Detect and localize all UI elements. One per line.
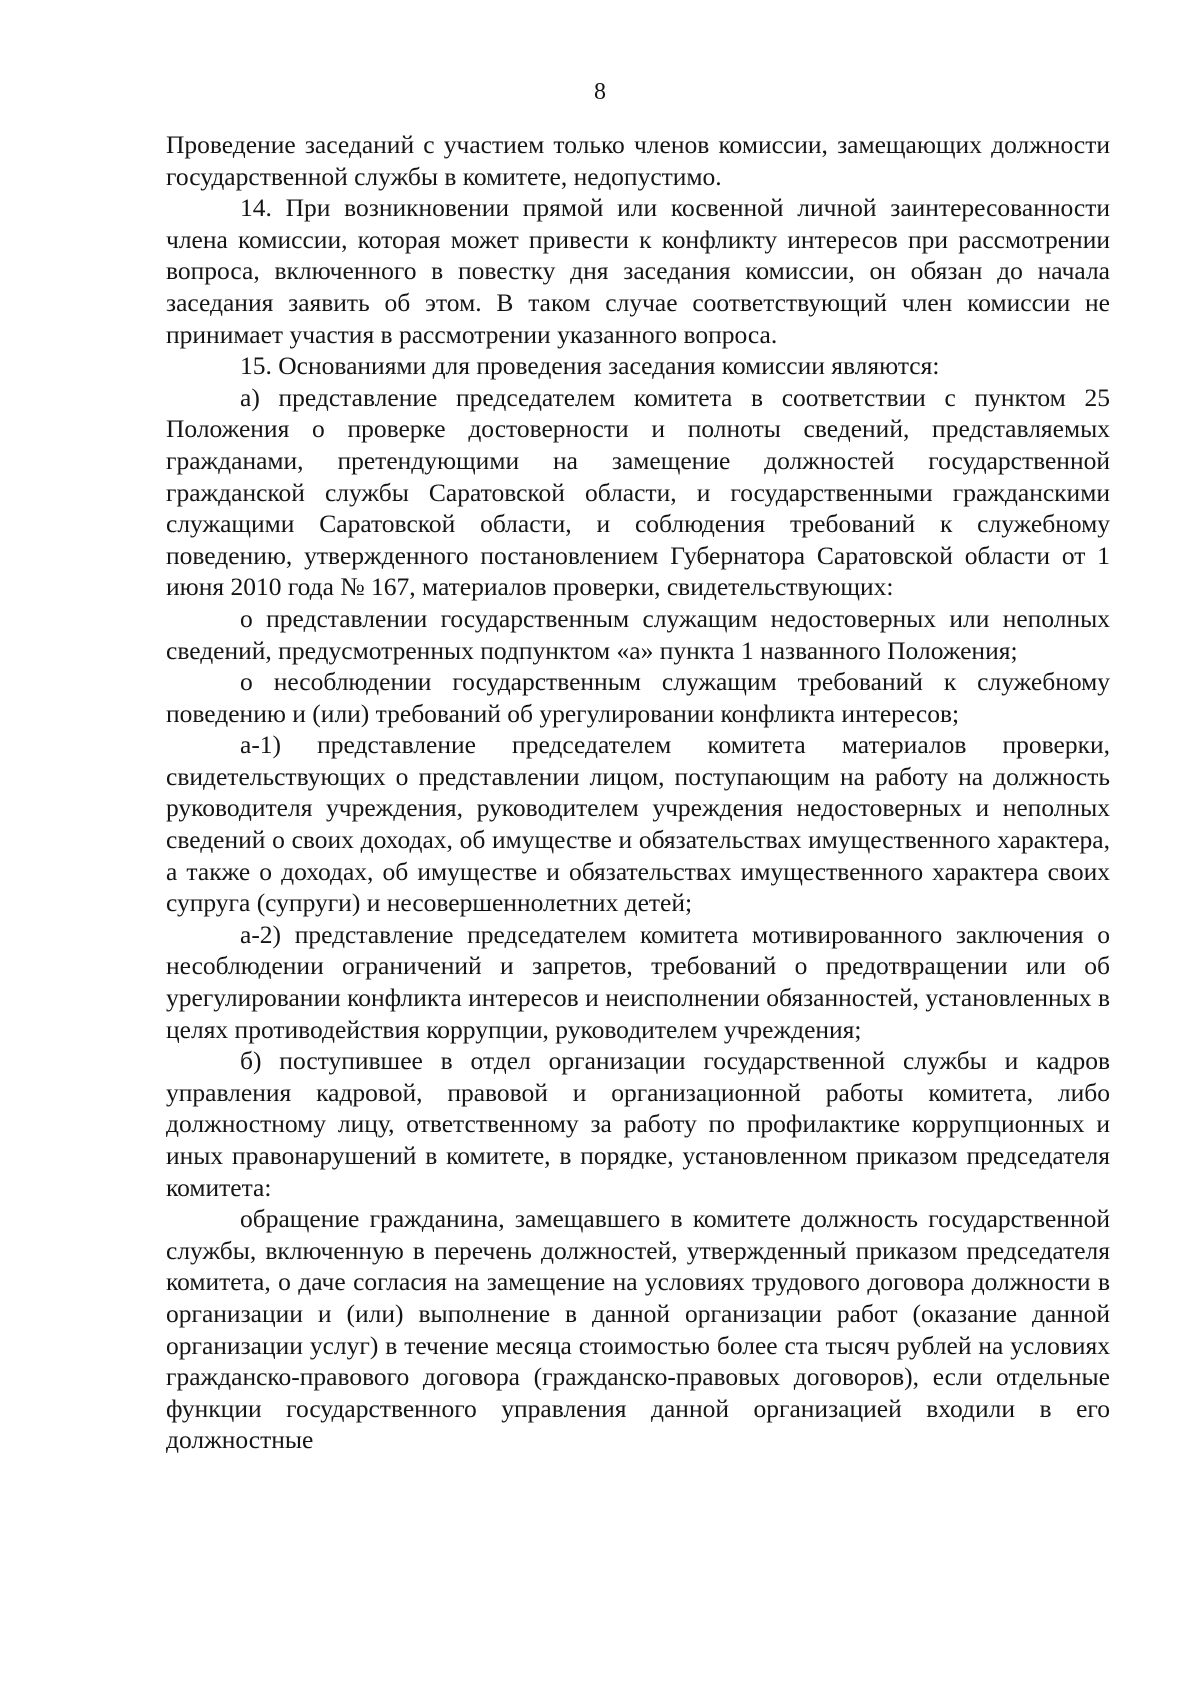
document-body xyxy=(166,129,1110,1456)
paragraph-subitem-a2: а-2) представление председателем комитета мотивированного заключения о несоблюдении ограничений и запретов, требований о предотвращении или об урегулировании конфликта интересов и неисполнении обязанностей, установленных в целях противодействия коррупции, руководителем учреждения; xyxy=(166,919,1110,1044)
paragraph-continuation: Проведение заседаний с участием только членов комиссии, замещающих должности государственной службы в комитете, недопустимо. xyxy=(166,130,1110,191)
paragraph-citizen-request: обращение гражданина, замещавшего в комитете должность государственной службы, включенную в перечень должностей, утвержденный приказом председателя комитета, о даче согласия на замещение на условиях трудового договора должности в организации и (или) выполнение в данной организации работ (оказание данной организации услуг) в течение месяца стоимостью более ста тысяч рублей на условиях гражданско-правового договора (гражданско-правовых договоров), если отдельные функции государственного управления данной организацией входили в его должностные xyxy=(166,1204,1110,1455)
paragraph-conduct-violation: о несоблюдении государственным служащим требований к служебному поведению и (или) требований об урегулировании конфликта интересов; xyxy=(166,667,1110,728)
paragraph-subitem-a: а) представление председателем комитета в соответствии с пунктом 25 Положения о проверке достоверности и полноты сведений, представляемых гражданами, претендующими на замещение должностей государственной гражданской службы Саратовской области, и государственными гражданскими служащими Саратовской области, и соблюдения требований к служебному поведению, утвержденного постановлением Губернатора Саратовской области от 1 июня 2010 года № 167, материалов проверки, свидетельствующих: xyxy=(166,382,1110,602)
paragraph-item-14: 14. При возникновении прямой или косвенной личной заинтересованности члена комиссии, которая может привести к конфликту интересов при рассмотрении вопроса, включенного в повестку дня заседания комиссии, он обязан до начала заседания заявить об этом. В таком случае соответствующий член комиссии не принимает участия в рассмотрении указанного вопроса. xyxy=(166,193,1110,349)
page-number: 8 xyxy=(594,79,606,105)
paragraph-subitem-a1: а-1) представление председателем комитета материалов проверки, свидетельствующих о представлении лицом, поступающим на работу на должность руководителя учреждения, руководителем учреждения недостоверных и неполных сведений о своих доходах, об имуществе и обязательствах имущественного характера, а также о доходах, об имуществе и обязательствах имущественного характера своих супруга (супруги) и несовершеннолетних детей; xyxy=(166,730,1110,918)
paragraph-false-info: о представлении государственным служащим недостоверных или неполных сведений, предусмотренных подпунктом «а» пункта 1 названного Положения; xyxy=(166,603,1110,665)
paragraph-subitem-b: б) поступившее в отдел организации государственной службы и кадров управления кадровой, правовой и организационной работы комитета, либо должностному лицу, ответственному за работу по профилактике коррупционных и иных правонарушений в комитете, в порядке, установленном приказом председателя комитета: xyxy=(166,1046,1110,1202)
paragraph-item-15: 15. Основаниями для проведения заседания комиссии являются: xyxy=(240,351,940,381)
